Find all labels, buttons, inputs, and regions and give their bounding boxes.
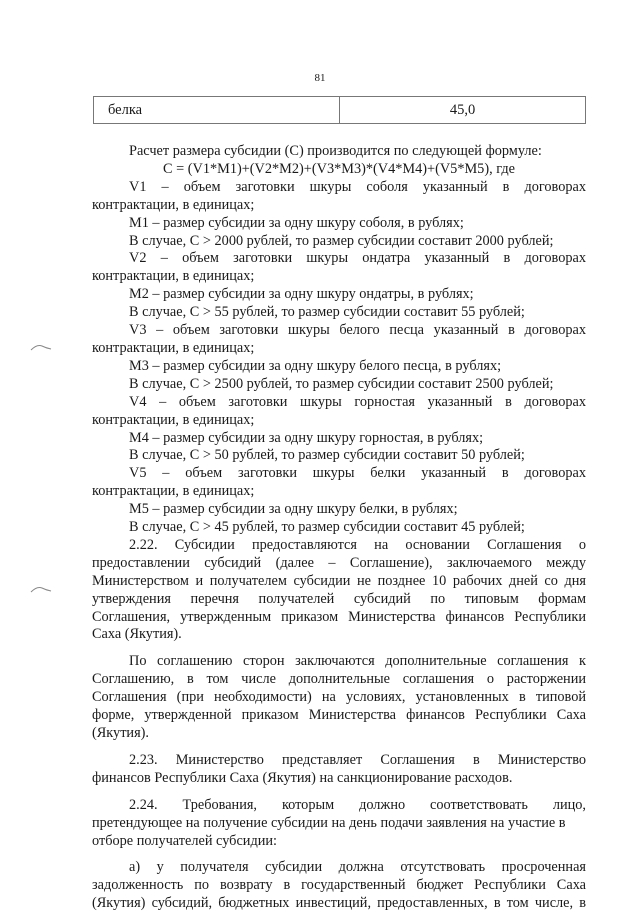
text-line: (Якутия). [92,725,149,741]
formula-line: С = (V1*M1)+(V2*M2)+(V3*M3)*(V4*M4)+(V5*M5), где [162,160,516,177]
text-line: (Якутия) субсидий, бюджетных инвестиций, предоставленных, в том числе, в [92,895,586,912]
text-line: V1 – объем заготовки шкуры соболя указанный в договорах [129,178,586,195]
punch-mark [30,343,52,351]
text-line: Саха (Якутия). [92,626,182,643]
text-line: В случае, С > 45 рублей, то размер субсидии составит 45 рублей; [129,519,525,536]
subsidy-table [93,96,586,124]
text-line: утверждения перечня получателей субсидий по типовым формам [92,590,586,607]
text-line: V4 – объем заготовки шкуры горностая указанный в договорах [129,393,586,410]
text-line: финансов Республики Саха (Якутия) на санкционирование расходов. [92,769,513,786]
text-line: В случае, С > 2000 рублей, то размер субсидии составит 2000 рублей; [129,232,554,249]
section-2-23-heading: 2.23. Министерство представляет Соглашения в Министерство [129,751,586,768]
text-line: M3 – размер субсидии за одну шкуру белого песца, в рублях; [129,357,502,374]
section-2-22-heading: 2.22. Субсидии предоставляются на основании Соглашения о [129,536,586,553]
text-line: M5 – размер субсидии за одну шкуру белки, в рублях; [129,501,458,518]
text-line: По соглашению сторон заключаются дополнительные соглашения к [129,653,586,670]
text-line: форме, утвержденной приказом Министерства финансов Республики Саха [92,707,586,724]
text-line: V5 – объем заготовки шкуры белки указанный в договорах [129,465,586,482]
section-2-24-heading: 2.24. Требования, которым должно соответствовать лицо, [129,796,586,813]
text-line: контрактации, в единицах; [92,411,255,428]
text-line: контрактации, в единицах; [92,268,255,285]
text-line: а) у получателя субсидии должна отсутствовать просроченная [129,859,586,876]
table-cell-value: 45,0 [340,97,586,124]
text-line: Министерством и получателем субсидии не позднее 10 рабочих дней со дня [92,572,586,589]
table-row [94,97,586,124]
document-body [92,143,586,913]
text-line: Соглашения (при необходимости) на условиях, установленных в типовой [92,689,586,706]
text-line: В случае, С > 50 рублей, то размер субсидии составит 50 рублей; [129,447,525,464]
text-line: В случае, С > 2500 рублей, то размер субсидии составит 2500 рублей; [129,375,554,392]
punch-mark [30,585,52,593]
text-line: В случае, С > 55 рублей, то размер субсидии составит 55 рублей; [129,304,525,321]
text-line: Соглашению, в том числе дополнительные соглашения о расторжении [92,671,586,688]
text-line: контрактации, в единицах; [92,483,255,500]
text-line: задолженность по возврату в государственный бюджет Республики Саха [92,877,586,894]
text-line: Соглашения, утвержденным приказом Министерства финансов Республики [92,608,586,625]
text-line: предоставлении субсидий (далее – Соглашение), заключаемого между [92,554,586,571]
text-line: M1 – размер субсидии за одну шкуру соболя, в рублях; [129,214,464,231]
text-line: контрактации, в единицах; [92,339,255,356]
text-line: M2 – размер субсидии за одну шкуру ондатры, в рублях; [129,286,474,303]
text-line: отборе получателей субсидии: [92,832,277,849]
page-number: 81 [314,72,326,84]
text-line: претендующее на получение субсидии на день подачи заявления на участие в [92,814,566,831]
text-line: M4 – размер субсидии за одну шкуру горностая, в рублях; [129,429,484,446]
text-line: Расчет размера субсидии (С) производится по следующей формуле: [129,143,542,159]
text-line: контрактации, в единицах; [92,196,255,213]
text-line: V2 – объем заготовки шкуры ондатра указанный в договорах [129,250,586,267]
text-line: V3 – объем заготовки шкуры белого песца указанный в договорах [129,322,586,339]
table-cell-name: белка [94,97,340,124]
